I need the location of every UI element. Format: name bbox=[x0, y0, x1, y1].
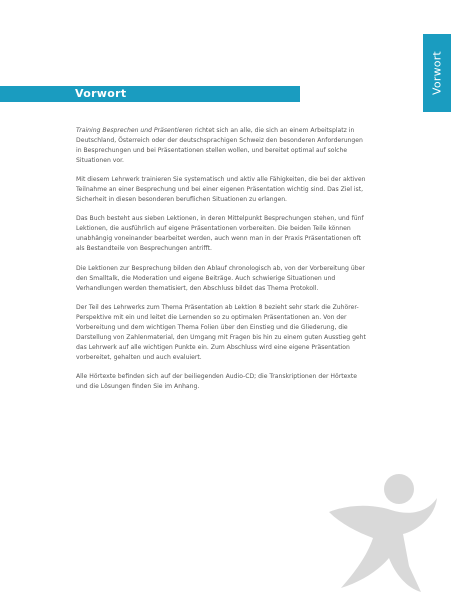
paragraph-3: Das Buch besteht aus sieben Lektionen, in deren Mittelpunkt Besprechungen stehen, und fünf Lektionen, die ausführlich auf eigene Präsentationen vorbereiten. Die beiden Teile können unabhängig voneinander bearbeitet werden, auch wenn man in der Praxis Präsentationen oft als Bestandteile von Besprechungen antrifft. bbox=[76, 215, 364, 253]
paragraph-6: Alle Hörtexte befinden sich auf der beiliegenden Audio-CD; die Transkriptionen der Hörtexte und die Lösungen finden Sie im Anhang. bbox=[76, 372, 357, 390]
paragraph-4: Die Lektionen zur Besprechung bilden den Ablauf chronologisch ab, von der Vorbereitung über den Smalltalk, die Moderation und eigene Beiträge. Auch schwierige Situationen und Verhandlungen werden thematisiert, den Abschluss bildet das Thema Protokoll. bbox=[76, 264, 365, 292]
book-title-italic: Training Besprechen und Präsentieren bbox=[76, 127, 193, 134]
paragraph-2: Mit diesem Lehrwerk trainieren Sie systematisch und aktiv alle Fähigkeiten, die bei der aktiven Teilnahme an einer Besprechung und bei einer eigenen Präsentation wichtig sind. Das Ziel ist, Sicherheit in diesen besonderen beruflichen Situationen zu erlangen. bbox=[76, 176, 366, 204]
preface-body bbox=[76, 126, 370, 401]
side-tab-label: Vorwort bbox=[430, 51, 444, 95]
page-title: Vorwort bbox=[75, 87, 127, 100]
section-title-bar bbox=[0, 86, 300, 102]
chapter-side-tab bbox=[423, 34, 451, 112]
paragraph-1-text: richtet sich an alle, die sich an einem Arbeitsplatz in Deutschland, Österreich oder der deutschsprachigen Schweiz den besonderen Anforderungen in Besprechungen und bei Präsentationen stellen wollen, und bereitet optimal auf solche Situationen vor. bbox=[76, 127, 363, 164]
paragraph-1 bbox=[76, 126, 370, 166]
publisher-figure-logo-icon bbox=[321, 470, 441, 595]
paragraph-5: Der Teil des Lehrwerks zum Thema Präsentation ab Lektion 8 bezieht sehr stark die Zuhörer-Perspektive mit ein und leitet die Lernenden so zu optimalen Präsentationen an. Von der Vorbereitung und dem wichtigen Thema Folien über den Einstieg und die Gliederung, die Darstellung von Zahlenmaterial, den Umgang mit Fragen bis hin zu einem guten Ausstieg geht das Lehrwerk auf alle wichtigen Punkte ein. Zum Abschluss wird eine eigene Präsentation vorbereitet, gehalten und auch evaluiert. bbox=[76, 303, 366, 361]
